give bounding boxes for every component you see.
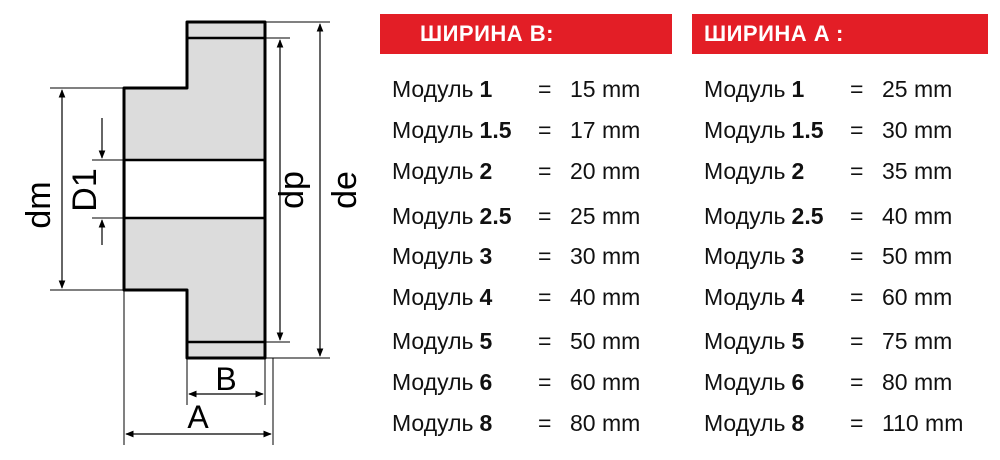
table-row bbox=[392, 74, 641, 104]
module-number: 2 bbox=[479, 158, 493, 184]
module-number: 2 bbox=[791, 158, 805, 184]
width-value: 50 mm bbox=[882, 243, 953, 269]
table-row bbox=[392, 201, 641, 231]
width-b-title: ШИРИНА B: bbox=[380, 14, 672, 54]
width-value: 30 mm bbox=[882, 117, 953, 143]
equals-sign: = bbox=[538, 284, 552, 310]
label-d1: D1 bbox=[66, 168, 104, 212]
module-number: 4 bbox=[479, 284, 493, 310]
table-row bbox=[704, 408, 964, 438]
module-number: 6 bbox=[479, 369, 493, 395]
width-a-panel bbox=[692, 14, 988, 434]
table-row bbox=[704, 326, 953, 356]
module-label: Модуль bbox=[704, 328, 786, 354]
module-label: Модуль bbox=[392, 410, 474, 436]
width-value: 40 mm bbox=[882, 203, 953, 229]
width-value: 60 mm bbox=[882, 284, 953, 310]
table-row bbox=[704, 241, 953, 271]
table-row bbox=[392, 282, 641, 312]
equals-sign: = bbox=[538, 243, 552, 269]
table-row bbox=[704, 367, 953, 397]
equals-sign: = bbox=[850, 203, 864, 229]
equals-sign: = bbox=[538, 117, 552, 143]
width-value: 80 mm bbox=[882, 369, 953, 395]
label-de: de bbox=[326, 171, 364, 209]
width-value: 80 mm bbox=[570, 410, 641, 436]
width-value: 30 mm bbox=[570, 243, 641, 269]
module-number: 8 bbox=[791, 410, 805, 436]
module-number: 2.5 bbox=[791, 203, 824, 229]
module-number: 6 bbox=[791, 369, 805, 395]
module-label: Модуль bbox=[392, 328, 474, 354]
table-row bbox=[704, 156, 953, 186]
equals-sign: = bbox=[538, 369, 552, 395]
width-value: 20 mm bbox=[570, 158, 641, 184]
table-row bbox=[704, 74, 953, 104]
equals-sign: = bbox=[850, 369, 864, 395]
label-dm: dm bbox=[20, 181, 58, 229]
module-number: 1 bbox=[791, 76, 805, 102]
module-number: 4 bbox=[791, 284, 805, 310]
equals-sign: = bbox=[850, 158, 864, 184]
module-label: Модуль bbox=[704, 158, 786, 184]
table-row bbox=[392, 367, 641, 397]
table-row bbox=[704, 201, 953, 231]
width-a-rows bbox=[692, 54, 988, 434]
module-label: Модуль bbox=[704, 203, 786, 229]
table-row bbox=[392, 156, 641, 186]
module-number: 3 bbox=[479, 243, 493, 269]
module-number: 5 bbox=[479, 328, 493, 354]
module-label: Модуль bbox=[704, 410, 786, 436]
module-label: Модуль bbox=[704, 117, 786, 143]
width-value: 50 mm bbox=[570, 328, 641, 354]
gear-cross-section-drawing bbox=[0, 0, 380, 460]
table-row bbox=[392, 241, 641, 271]
bore bbox=[126, 160, 263, 218]
equals-sign: = bbox=[850, 328, 864, 354]
equals-sign: = bbox=[538, 410, 552, 436]
module-label: Модуль bbox=[392, 158, 474, 184]
width-a-title: ШИРИНА A : bbox=[692, 14, 988, 54]
label-b: B bbox=[215, 361, 237, 397]
table-row bbox=[392, 115, 641, 145]
label-dp: dp bbox=[273, 171, 311, 209]
width-value: 25 mm bbox=[882, 76, 953, 102]
module-label: Модуль bbox=[704, 369, 786, 395]
equals-sign: = bbox=[538, 76, 552, 102]
width-value: 15 mm bbox=[570, 76, 641, 102]
width-value: 35 mm bbox=[882, 158, 953, 184]
equals-sign: = bbox=[538, 328, 552, 354]
module-label: Модуль bbox=[392, 369, 474, 395]
equals-sign: = bbox=[850, 117, 864, 143]
equals-sign: = bbox=[850, 76, 864, 102]
equals-sign: = bbox=[538, 158, 552, 184]
table-row bbox=[392, 408, 641, 438]
table-row bbox=[392, 326, 641, 356]
table-row bbox=[704, 282, 953, 312]
module-number: 8 bbox=[479, 410, 493, 436]
width-value: 60 mm bbox=[570, 369, 641, 395]
width-value: 75 mm bbox=[882, 328, 953, 354]
width-value: 110 mm bbox=[882, 410, 964, 436]
module-label: Модуль bbox=[392, 243, 474, 269]
equals-sign: = bbox=[538, 203, 552, 229]
module-label: Модуль bbox=[704, 243, 786, 269]
width-value: 17 mm bbox=[570, 117, 641, 143]
table-row bbox=[704, 115, 953, 145]
module-number: 5 bbox=[791, 328, 805, 354]
width-b-rows bbox=[380, 54, 672, 434]
equals-sign: = bbox=[850, 243, 864, 269]
width-value: 40 mm bbox=[570, 284, 641, 310]
module-label: Модуль bbox=[704, 284, 786, 310]
module-number: 1 bbox=[479, 76, 493, 102]
module-number: 1.5 bbox=[791, 117, 824, 143]
module-label: Модуль bbox=[392, 203, 474, 229]
module-number: 2.5 bbox=[479, 203, 512, 229]
width-value: 25 mm bbox=[570, 203, 641, 229]
equals-sign: = bbox=[850, 284, 864, 310]
module-label: Модуль bbox=[704, 76, 786, 102]
module-number: 1.5 bbox=[479, 117, 512, 143]
module-label: Модуль bbox=[392, 76, 474, 102]
module-label: Модуль bbox=[392, 117, 474, 143]
module-number: 3 bbox=[791, 243, 805, 269]
equals-sign: = bbox=[850, 410, 864, 436]
width-b-panel bbox=[380, 14, 672, 434]
module-label: Модуль bbox=[392, 284, 474, 310]
label-a: A bbox=[187, 399, 209, 435]
